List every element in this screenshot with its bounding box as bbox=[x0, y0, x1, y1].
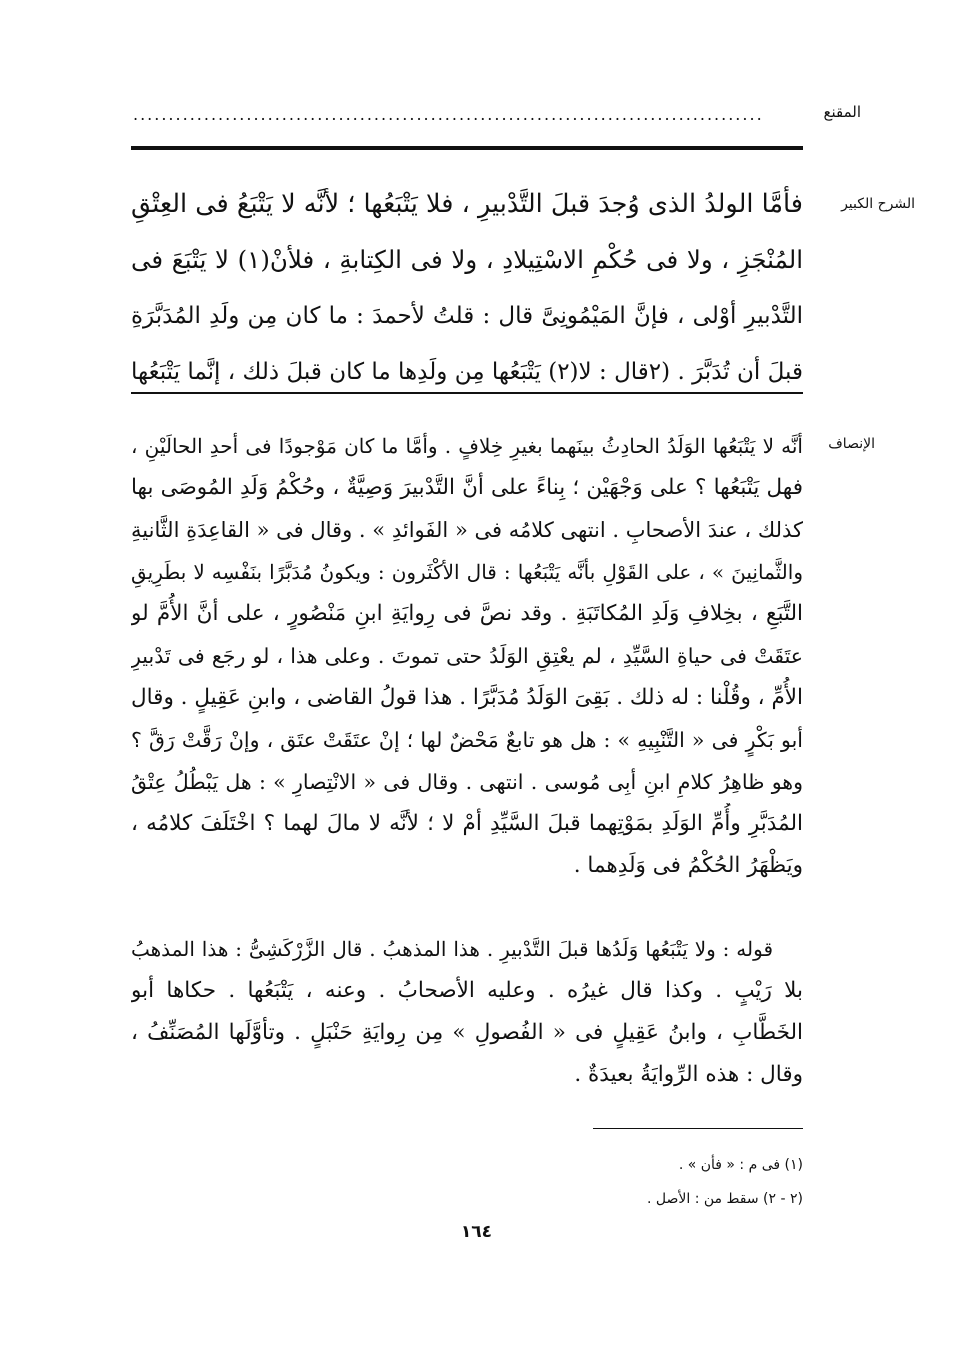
insaf-line: عتَقَتْ فى حياةِ السَّيِّدِ ، لم يعْتِقِ الوَلَدُ حتى تموتَ . وعلى هذا ، لو رجَع فى تَدْبيرِ bbox=[131, 644, 803, 668]
insaf-line: كذلك ، عندَ الأصحابِ . انتهى كلامُه فى « الفَوائدِ » . وقال فى « القاعِدَةِ الثَّانيةِ bbox=[131, 518, 803, 542]
qawl-line: بلا رَيْبٍ . وكذا قال غيرُه . وعليه الأصحابُ . وعنه ، يَتْبَعُها . حكاها أبو bbox=[131, 978, 803, 1003]
section-divider-rule bbox=[131, 392, 803, 394]
qawl-text-block bbox=[131, 928, 803, 1096]
insaf-text-block bbox=[131, 425, 803, 887]
insaf-line: أنَّه لا يَتْبَعُها الوَلَدُ الحادِثُ بينَهما بغيرِ خِلافٍ . وأمَّا ما كان مَوْجودًا فى أحدِ الحالَيْنِ ، bbox=[131, 434, 803, 458]
insaf-line: التَّبَعِ ، بخِلافِ وَلَدِ المُكاتَبَةِ . وقد نصَّ فى رِوايَةِ ابنِ مَنْصُورٍ ، على أنَّ الأُمَّ لو bbox=[131, 601, 803, 626]
qawl-line: قوله : ولا يَتْبَعُها وَلَدُها قبلَ التَّدْبيرِ . هذا المذهبُ . قال الزَّرْكَشِىُّ : هذا المذهبُ bbox=[131, 937, 773, 961]
page-number: ١٦٤ bbox=[460, 1222, 493, 1242]
header-rule bbox=[131, 146, 803, 150]
footnote-rule bbox=[593, 1128, 803, 1129]
sharh-line: المُنْجَزِ ، ولا فى حُكْمِ الاسْتِيلادِ ، ولا فى الكِتابةِ ، فلأنْ(١) لا يَتْبَعَ فى bbox=[131, 245, 803, 274]
insaf-line: ويَظْهَرُ الحُكْمُ فى وَلَدِهما . bbox=[573, 853, 803, 878]
sharh-section-label: الشرح الكبير bbox=[841, 196, 915, 212]
insaf-section-label: الإنصاف bbox=[828, 436, 875, 452]
insaf-line: الأُمِّ ، وقُلْنا : له ذلك . بَقِىَ الوَلَدُ مُدَبَّرًا . هذا قولُ القاضى ، وابنِ عَقِيلٍ . وقال bbox=[131, 685, 803, 710]
qawl-line: الخَطَّابِ ، وابنُ عَقِيلٍ فى « الفُصولِ » مِن رِوايَةِ حَنْبَلٍ . وتأوَّلَها المُصَنِّفُ ، bbox=[131, 1020, 803, 1045]
footnotes bbox=[503, 1148, 803, 1216]
header-dotted-leader: ......................................................................................... bbox=[133, 105, 764, 124]
sharh-line: التَّدْبيرِ أوْلى ، فإنَّ المَيْمُونِىَّ قال : قلتُ لأحمدَ : ما كان مِن ولَدِ المُدَبَّرَةِ bbox=[131, 303, 803, 329]
insaf-line: أبو بَكْرٍ فى « التَّنْبِيهِ » : هل هو تابعٌ مَحْضٌ لها ؛ إنْ عتَقَتْ عتَق ، وإنْ رَقَّتْ رَقَّ ؟ bbox=[131, 728, 803, 752]
footnote: (١) فى م : « فأن » . bbox=[678, 1157, 803, 1173]
sharh-line: قبلَ أن تُدَبَّرَ . (٢قال : لا(٢) يَتْبَعُها مِن ولَدِها ما كان قبلَ ذلك ، إنَّما يَتْبَعُها bbox=[131, 359, 803, 385]
running-header-title: المقنع bbox=[823, 103, 861, 121]
sharh-text-block bbox=[131, 176, 803, 400]
sharh-line: فأمَّا الولدُ الذى وُجدَ قبلَ التَّدْبيرِ ، فلا يَتْبَعُها ؛ لأنَّه لا يَتْبَعُ فى العِتْقِ bbox=[131, 189, 803, 219]
qawl-line: وقال : هذه الرِّوايَةُ بعيدَةٌ . bbox=[574, 1062, 803, 1087]
insaf-line: والثَّمانِينَ » ، على القَوْلِ بأنَّه يَتْبَعُها : قال الأكْثَرون : ويكونُ مُدَبَّرًا بنَفْسِه لا بطَرِيقِ bbox=[131, 560, 803, 584]
insaf-line: فهل يَتْبَعُها ؟ على وَجْهَيْن ؛ بِناءً على أنَّ التَّدْبيرَ وَصِيَّةٌ ، وحُكْمُ وَلَدِ المُوصَى بها bbox=[131, 475, 803, 500]
footnote: (٢ - ٢) سقط من : الأصل . bbox=[647, 1191, 803, 1207]
insaf-line: وهو ظاهِرُ كلامِ ابنِ أبِى مُوسى . انتهى . وقال فى « الانْتِصارِ » : هل يَبْطُلُ عِتْقُ bbox=[131, 770, 803, 794]
insaf-line: المُدَبَّرِ وأُمِّ الوَلَدِ بمَوْتِهما قبلَ السَّيِّدِ أمْ لا ؛ لأنَّه لا مالَ لهما ؟ اخْتَلَفَ كلامُه ، bbox=[131, 811, 803, 836]
